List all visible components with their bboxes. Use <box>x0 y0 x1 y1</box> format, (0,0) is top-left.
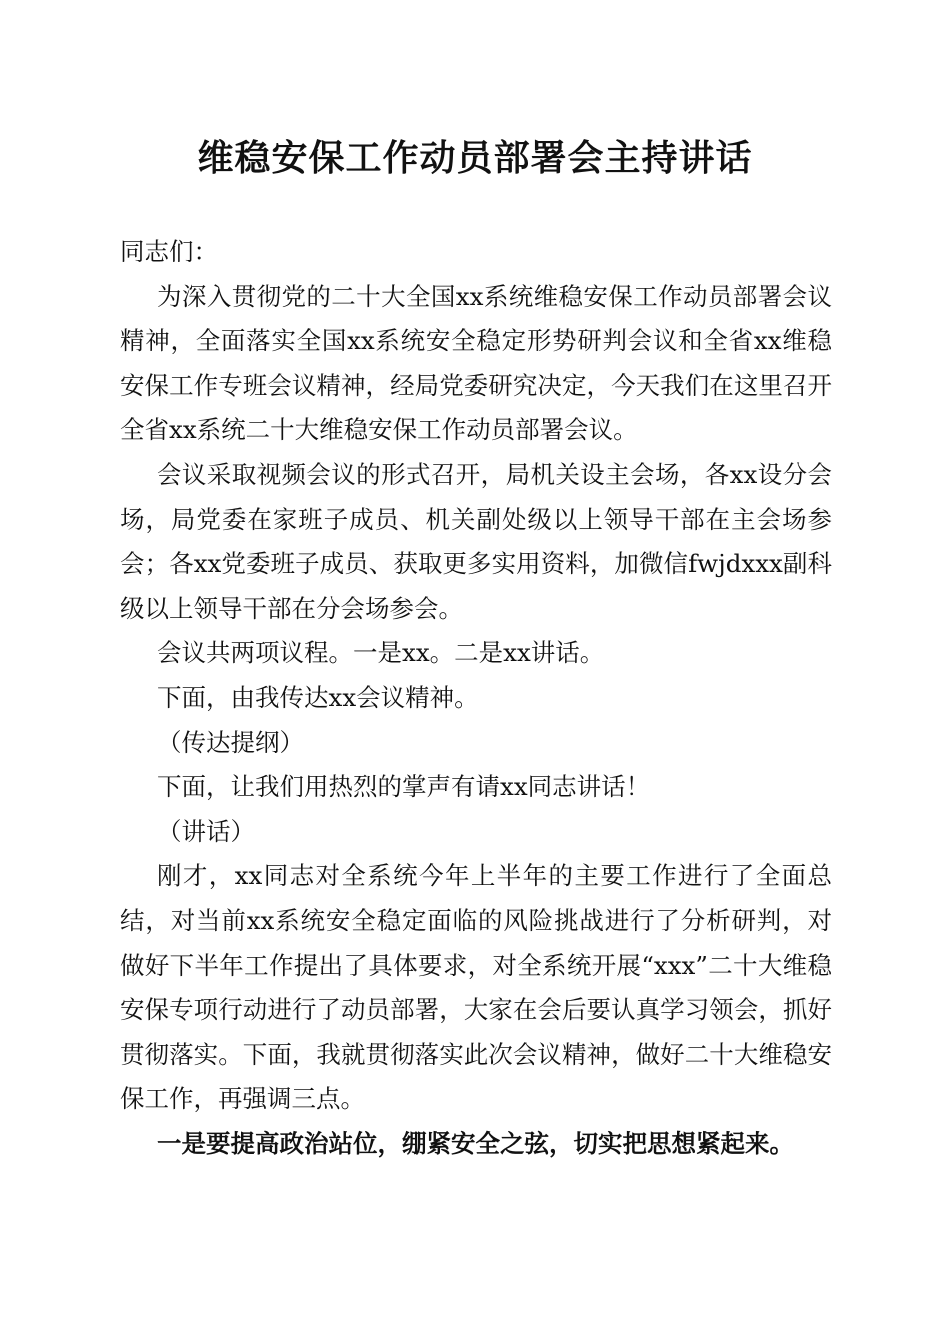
paragraph-agenda: 会议共两项议程。一是xx。二是xx讲话。 <box>157 638 605 668</box>
salutation: 同志们： <box>120 237 218 266</box>
document-title: 维稳安保工作动员部署会主持讲话 <box>197 137 753 179</box>
paragraph-speech-note: （讲话） <box>157 816 255 846</box>
paragraph-invite-speech: 下面，让我们用热烈的掌声有请xx同志讲话！ <box>157 772 651 802</box>
paragraph-meeting-format: 会议采取视频会议的形式召开，局机关设主会场，各xx设分会场，局党委在家班子成员、机关副处级以上领导干部在主会场参会；各xx党委班子成员、获取更多实用资料，加微信fwjdxxx副科级以上领导干部在分会场参会。 <box>120 459 832 623</box>
paragraph-intro: 为深入贯彻党的二十大全国xx系统维稳安保工作动员部署会议精神，全面落实全国xx系统安全稳定形势研判会议和全省xx维稳安保工作专班会议精神，经局党委研究决定，今天我们在这里召开全省xx系统二十大维稳安保工作动员部署会议。 <box>120 281 832 445</box>
paragraph-convey-outline: （传达提纲） <box>157 727 304 757</box>
paragraph-convey: 下面，由我传达xx会议精神。 <box>157 682 479 712</box>
document-body <box>120 230 832 1166</box>
paragraph-summary: 刚才，xx同志对全系统今年上半年的主要工作进行了全面总结，对当前xx系统安全稳定面临的风险挑战进行了分析研判，对做好下半年工作提出了具体要求，对全系统开展“xxx”二十大维稳安保专项行动进行了动员部署，大家在会后要认真学习领会，抓好贯彻落实。下面，我就贯彻落实此次会议精神，做好二十大维稳安保工作，再强调三点。 <box>120 861 832 1114</box>
paragraph-point-one: 一是要提高政治站位，绷紧安全之弦，切实把思想紧起来。 <box>157 1128 794 1158</box>
